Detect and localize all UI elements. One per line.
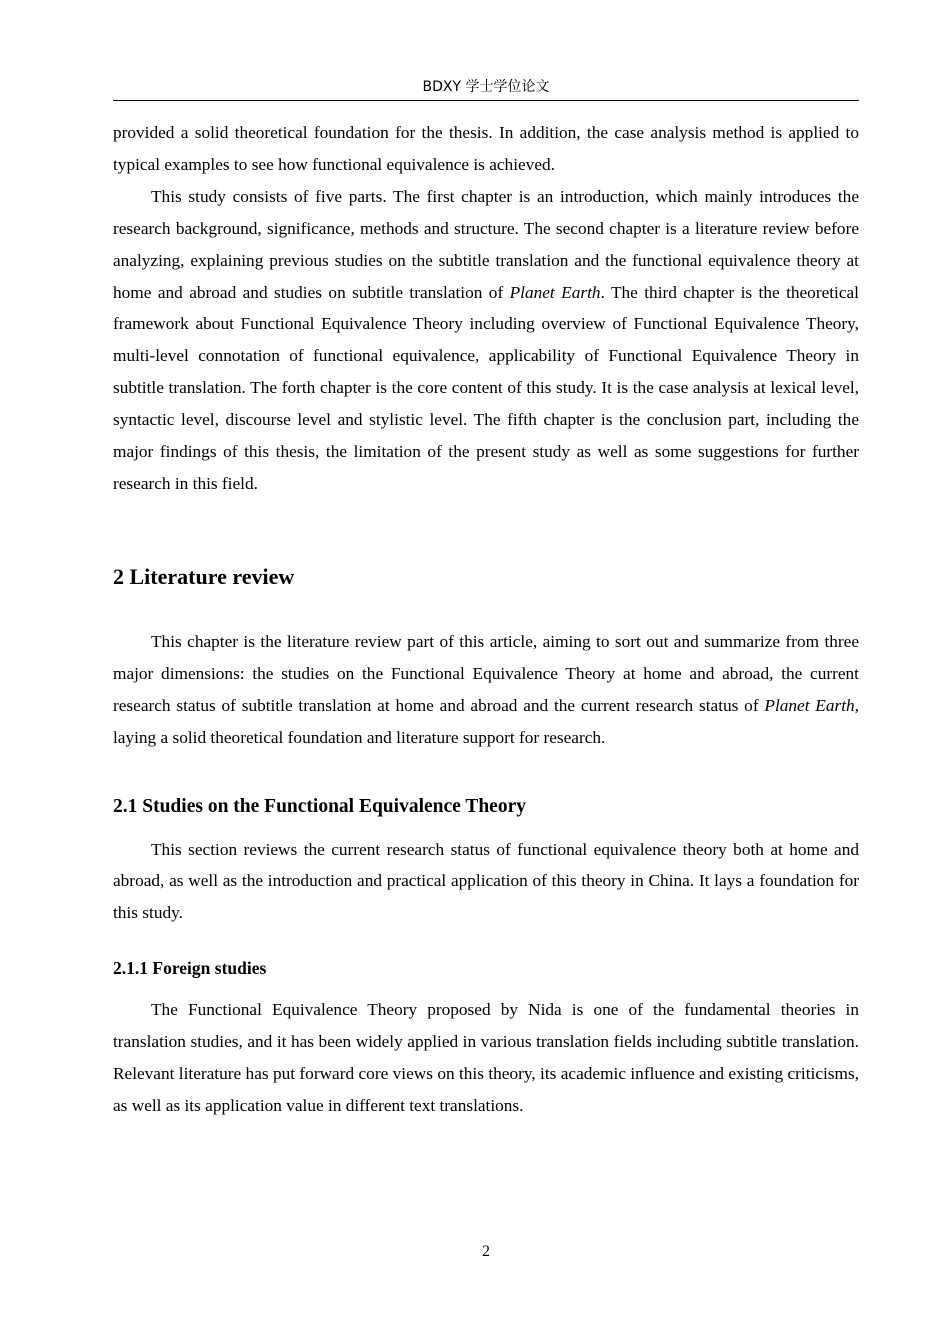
chapter-2-heading: 2 Literature review bbox=[113, 563, 295, 589]
chapter-2-intro-paragraph bbox=[113, 626, 859, 754]
intro-structure-text-1: This study consists of five parts. The first chapter is an introduction, which mainly introduces the research background, significance, methods and structure. The second chapter is a literature review before analyzing, explaining previous studies on the subtitle translation and the functional equivalence theory at home and abroad and studies on subtitle translation of bbox=[113, 186, 859, 302]
chapter-2-intro-italic-title: Planet Earth bbox=[764, 695, 855, 715]
intro-structure-paragraph bbox=[113, 181, 859, 500]
section-2-1-paragraph: This section reviews the current research status of functional equivalence theory both at home and abroad, as well as the introduction and practical application of this theory in China. It lays a foundation for this study. bbox=[113, 839, 859, 923]
spacer bbox=[113, 821, 859, 834]
spacer bbox=[113, 500, 859, 562]
intro-paragraph-text: provided a solid theoretical foundation for the thesis. In addition, the case analysis method is applied to typical examples to see how functional equivalence is achieved. bbox=[113, 123, 859, 174]
section-2-1-1-paragraph: The Functional Equivalence Theory proposed by Nida is one of the fundamental theories in translation studies, and it has been widely applied in various translation fields including subtitle translation. Relevant literature has put forward core views on this theory, its academic influence and existing criticisms, as well as its application value in different text translations. bbox=[113, 1000, 859, 1115]
header-rule bbox=[113, 100, 859, 101]
spacer bbox=[113, 929, 859, 955]
spacer bbox=[113, 981, 859, 994]
chapter-2-intro-text-2: , laying a solid theoretical foundation and literature support for research. bbox=[113, 695, 859, 747]
page-body bbox=[113, 117, 859, 1122]
intro-structure-italic-title: Planet Earth bbox=[509, 282, 601, 302]
chapter-2-intro-text-1: This chapter is the literature review part of this article, aiming to sort out and summarize from three major dimensions: the studies on the Functional Equivalence Theory at home and abroad, the current research status of subtitle translation at home and abroad and the current research status of bbox=[113, 631, 859, 715]
section-2-1-heading: 2.1 Studies on the Functional Equivalence Theory bbox=[113, 795, 526, 817]
running-header: BDXY 学士学位论文 bbox=[422, 79, 550, 95]
page-number: 2 bbox=[482, 1243, 490, 1260]
intro-structure-text-2: . The third chapter is the theoretical framework about Functional Equivalence Theory including overview of Functional Equivalence Theory, multi-level connotation of functional equivalence, applicability of Functional Equivalence Theory in subtitle translation. The forth chapter is the core content of this study. It is the case analysis at lexical level, syntactic level, discourse level and stylistic level. The fifth chapter is the conclusion part, including the major findings of this thesis, the limitation of the present study as well as some suggestions for further research in this field. bbox=[113, 282, 859, 493]
spacer bbox=[113, 592, 859, 626]
section-2-1-1-heading: 2.1.1 Foreign studies bbox=[113, 958, 267, 979]
spacer bbox=[113, 754, 859, 793]
intro-paragraph-continued bbox=[113, 117, 859, 181]
